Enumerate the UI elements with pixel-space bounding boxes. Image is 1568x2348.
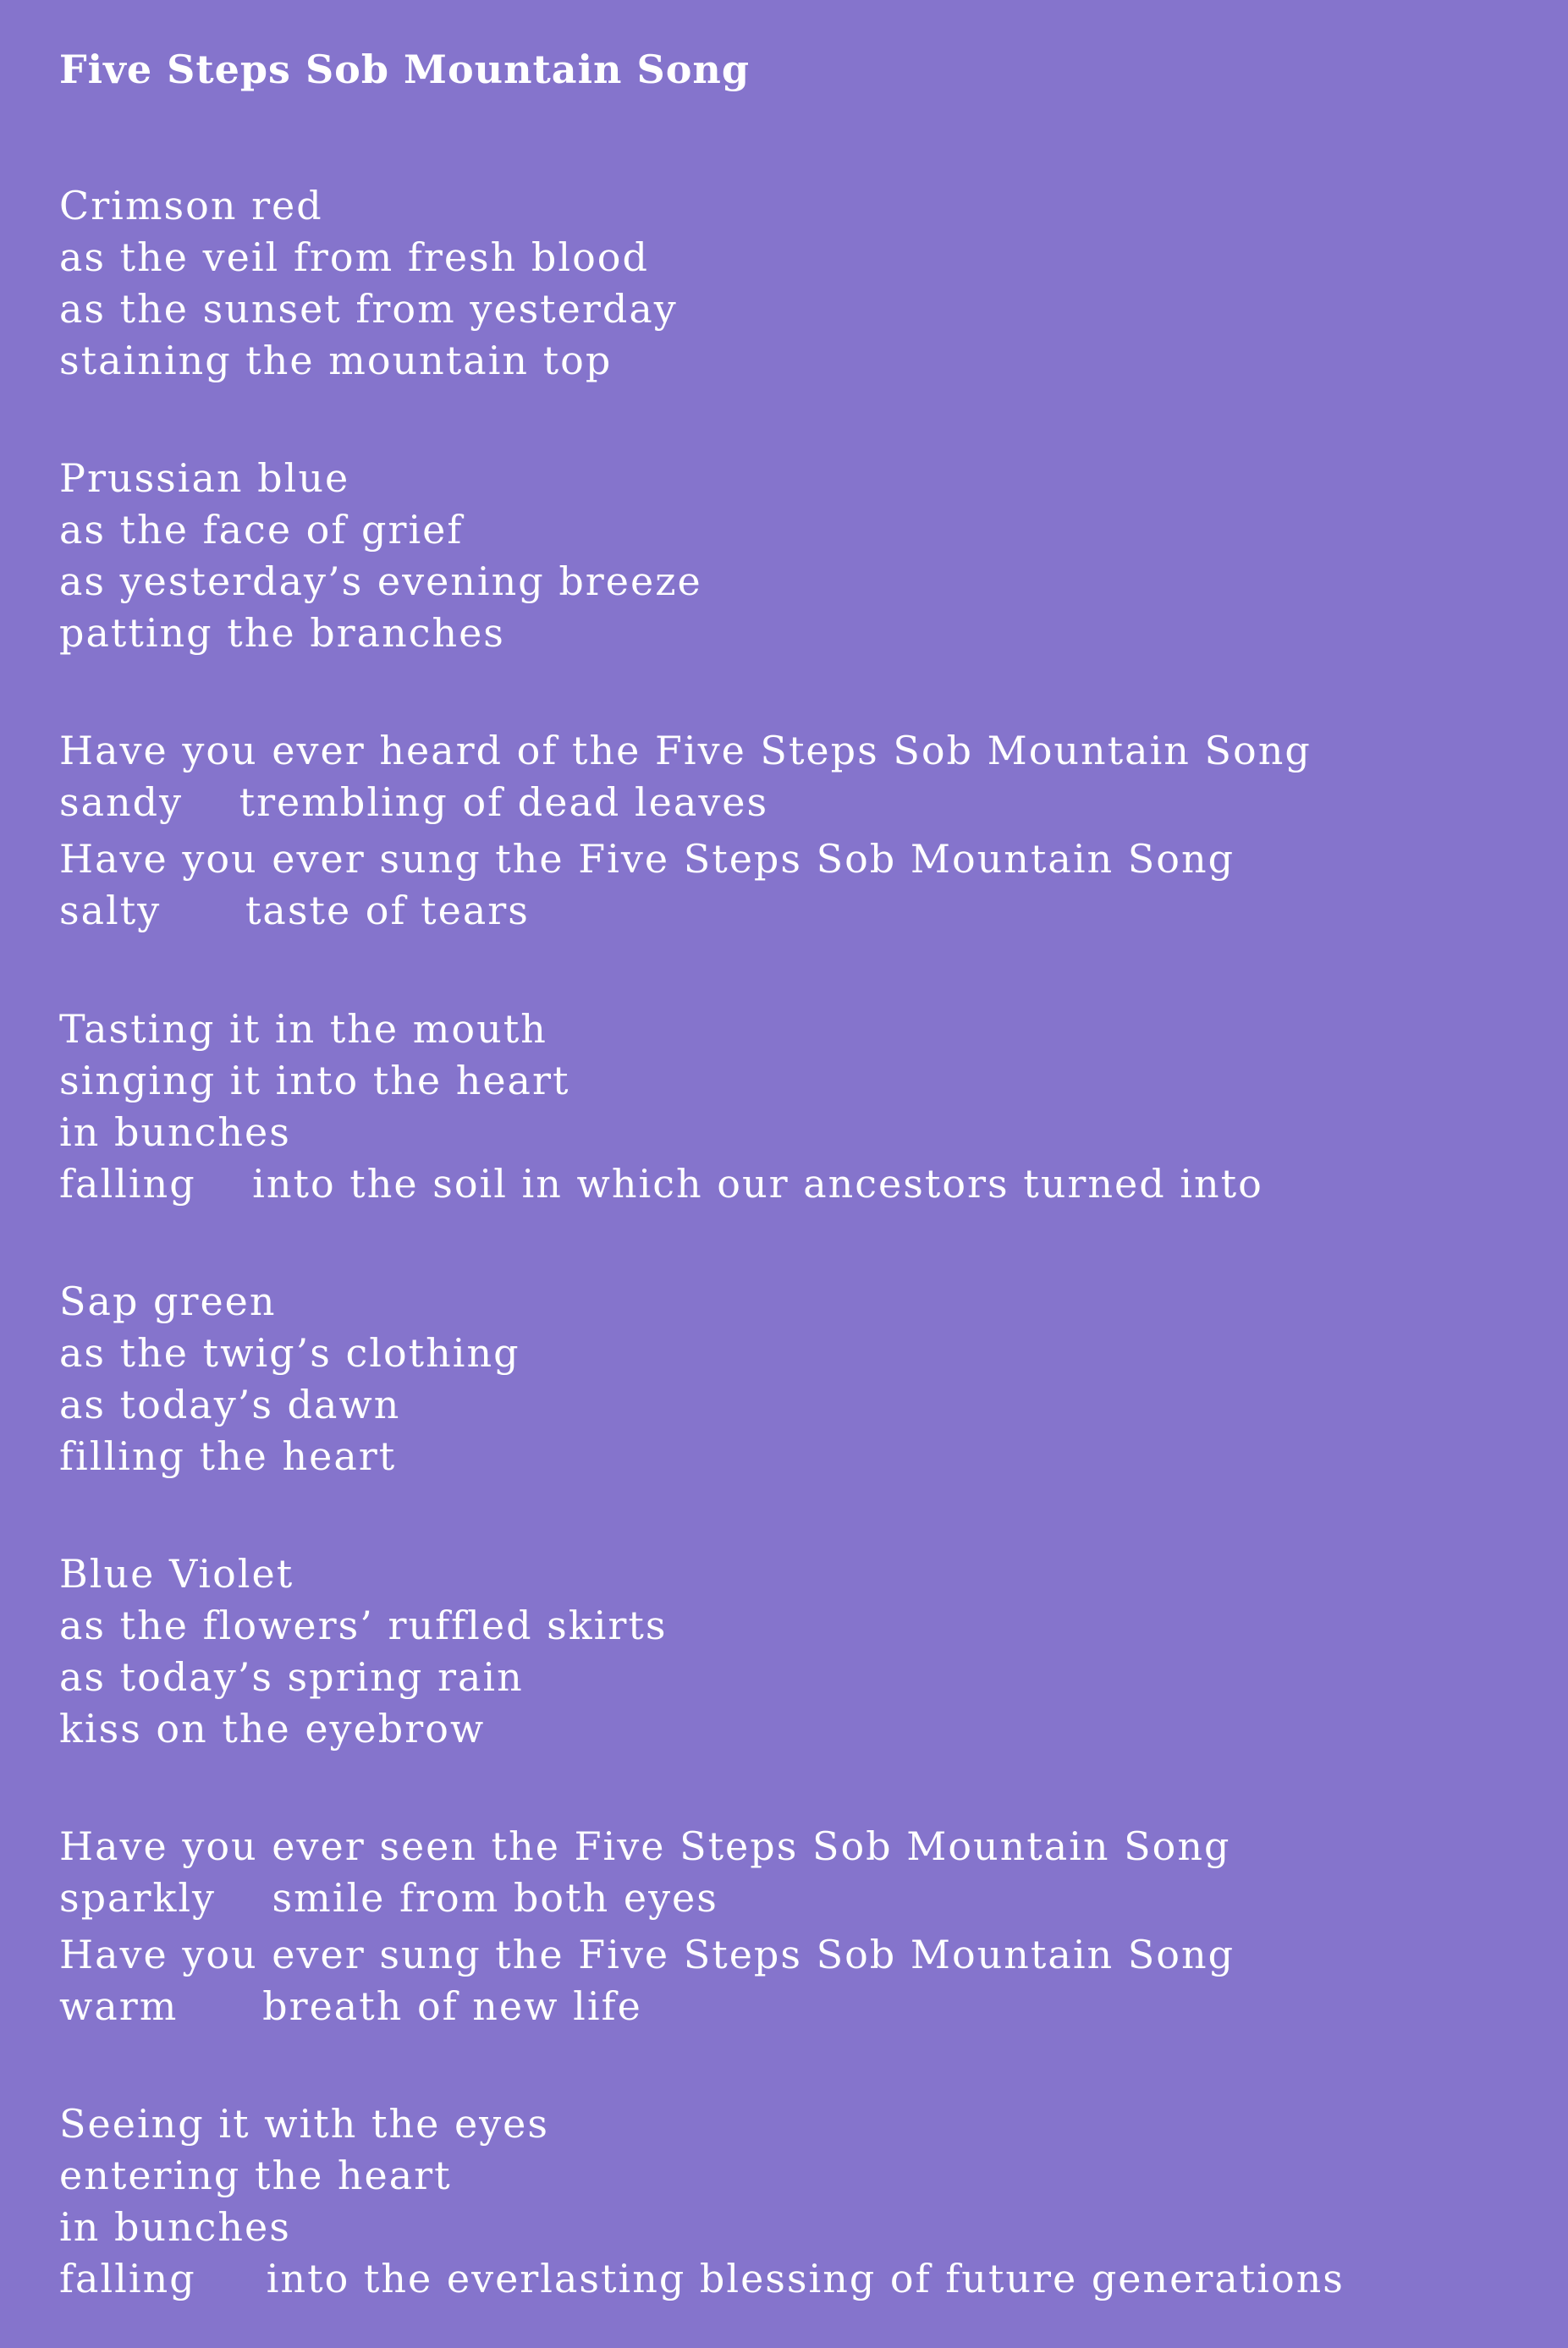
poem-line: Have you ever sung the Five Steps Sob Mountain Song — [59, 1932, 1235, 1977]
poem-line: entering the heart — [59, 2153, 452, 2198]
poem-line: as yesterday’s evening breeze — [59, 558, 702, 604]
poem-line: Crimson red — [59, 183, 323, 228]
poem-line: as today’s dawn — [59, 1382, 401, 1427]
poem-line: as the veil from fresh blood — [59, 234, 649, 280]
poem-line: in bunches — [59, 1109, 291, 1155]
poem-line: falling into the everlasting blessing of future generations — [59, 2256, 1345, 2301]
poem-line: Tasting it in the mouth — [59, 1006, 547, 1052]
poem-line: warm breath of new life — [59, 1983, 642, 2029]
poem-line: Have you ever seen the Five Steps Sob Mountain Song — [59, 1823, 1231, 1869]
poem-line: in bunches — [59, 2204, 291, 2250]
poem-line: as the flowers’ ruffled skirts — [59, 1603, 668, 1648]
poem-line: Have you ever sung the Five Steps Sob Mountain Song — [59, 836, 1235, 882]
poem-line: Sap green — [59, 1278, 277, 1324]
poem-line: filling the heart — [59, 1433, 397, 1479]
poem-line: sparkly smile from both eyes — [59, 1875, 718, 1921]
poem-line: kiss on the eyebrow — [59, 1706, 486, 1751]
poem-line: singing it into the heart — [59, 1058, 570, 1103]
poem-title: Five Steps Sob Mountain Song — [59, 47, 751, 92]
poem-line: patting the branches — [59, 610, 505, 656]
poem-line: Prussian blue — [59, 455, 350, 501]
poem-line: salty taste of tears — [59, 888, 530, 933]
poem-line: falling into the soil in which our ancestors turned into — [59, 1161, 1263, 1207]
poem-line: staining the mountain top — [59, 338, 613, 383]
poem-line: Blue Violet — [59, 1551, 294, 1597]
poem-line: sandy trembling of dead leaves — [59, 779, 769, 825]
poem-line: as the face of grief — [59, 507, 464, 553]
poem-line: Have you ever heard of the Five Steps Sob Mountain Song — [59, 728, 1312, 773]
poem-line: as the sunset from yesterday — [59, 286, 678, 332]
poem-line: as the twig’s clothing — [59, 1330, 520, 1376]
poem-line: Seeing it with the eyes — [59, 2101, 549, 2147]
poem-line: as today’s spring rain — [59, 1654, 524, 1700]
